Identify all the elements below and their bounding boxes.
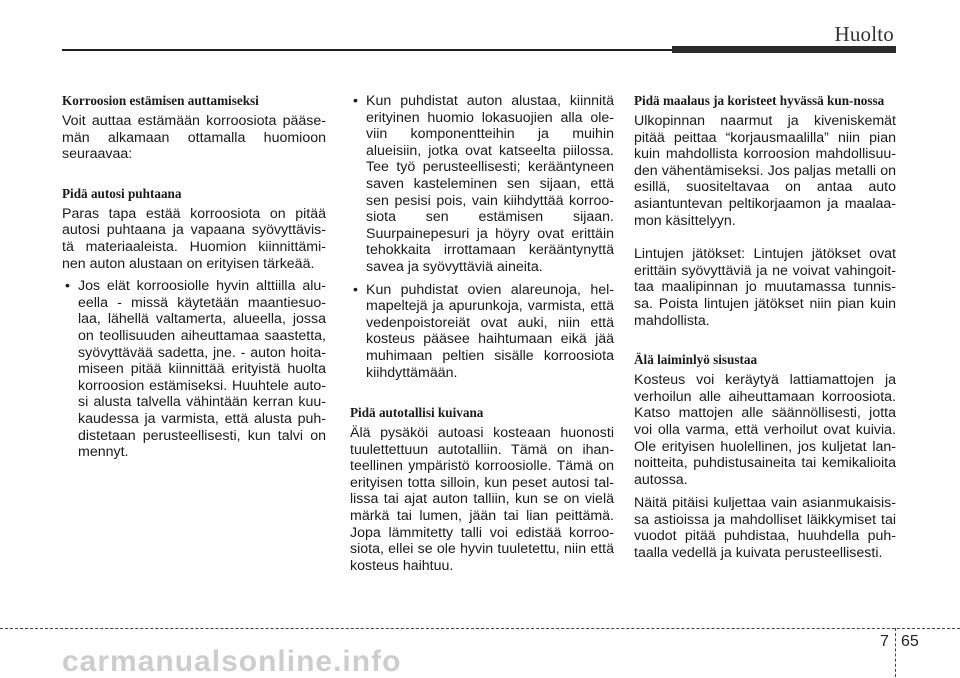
heading-interior: Älä laiminlyö sisustaa [634,352,758,368]
footer-rule [0,628,960,629]
bullet-item [350,93,614,276]
paragraph-garage: Älä pysäköi autoasi kosteaan huonosti tuulettettuun autotalliin. Tämä on ihan-teellinen ympäristö korroosiolle. Tämä on erityisen totta silloin, kun peset autosi tal-lissa tai ajat auton talliin, kun se on vielä märkä tai lumen, jään tai lian peittämä. Jopa lämmitetty talli voi edistää korroo-siota, ellei se ole hyvin tuuletettu, niin että kosteus haihtuu. [350,425,614,574]
bullet-item [350,282,614,382]
bullet-dot: • [353,93,358,109]
heading-paint-trim: Pidä maalaus ja koristeet hyvässä kun-nossa [634,93,885,108]
bullet-dot: • [353,281,358,298]
bullet-dot: • [65,278,70,295]
chapter-number: 7 [880,633,889,650]
page-number: 65 [901,633,919,650]
paragraph-paint: Ulkopinnan naarmut ja kiveniskemät pitää peittaa “korjausmaalilla” niin pian kuin mahdollista korroosion mahdollisuu-den vähentämiseksi. Jos paljas metalli on esillä, suositeltavaa on antaa auto asiantuntevan peltikorjaamon ja maalaa-mon käsittelyyn. [634,113,896,229]
column-3 [634,93,896,562]
heading-corrosion-prevention: Korroosion estämisen auttamiseksi [62,93,259,108]
heading-keep-car-clean: Pidä autosi puhtaana [62,185,182,201]
header-rule-accent [672,46,896,53]
bullet-item [62,278,326,461]
paragraph-transport: Näitä pitäisi kuljettaa vain asianmukaisis-sa astioissa ja mahdolliset läikkymiset tai vuodot pitää puhdistaa, huuhdella puh-taalla vedellä ja kuivata perusteellisesti. [634,495,896,562]
bullet-text: Kun puhdistat auton alustaa, kiinnitä erityinen huomio lokasuojien alla ole-viin komponentteihin ja muihin alueisiin, jotka ovat katseelta piilossa. Tee työ perusteellisesti; kerääntyneen saven kasteleminen sen sijaan, että sen pesisi pois, vain kiihdyttää korroo-siota sen estämisen sijaan. Suurpainepesuri ja höyry ovat erittäin tehokkaita irrottamaan kerääntynyttä savea ja syövyttäviä aineita. [366,93,614,275]
column-2 [350,93,614,574]
bullet-text: Jos elät korroosiolle hyvin alttiilla alu-eella - missä käytetään maantiesuo-laa, lähellä valtamerta, alueella, jossa on teollisuuden aiheuttamaa saastetta, syövyttävää sadetta, jne. - auton hoita-miseen pitää kiinnittää erityistä huolta korroosion estämiseksi. Huuhtele auto-si alusta talvella vähintään kerran kuu-kaudessa ja varmista, että alusta puh-distetaan perusteellisesti, kun talvi on mennyt. [78,278,326,461]
paragraph-keep-clean: Paras tapa estää korroosiota on pitää autosi puhtaana ja vapaana syövyttävis-tä materiaaleista. Huomion kiinnittämi-nen auton alustaan on erityisen tärkeää. [62,205,326,272]
header-rule [62,49,672,51]
bullet-text: Kun puhdistat ovien alareunoja, hel-mapeltejä ja apurunkoja, varmista, että vedenpoistoreiät ovat auki, niin että kosteus pääsee haihtumaan eikä jää muhimaan peltien sisälle korroosiota kiihdyttämään. [366,281,614,381]
column-1 [62,93,326,461]
paragraph-intro: Voit auttaa estämään korroosiota pääse-män alkamaan ottamalla huomioon seuraavaa: [62,113,326,163]
section-title: Huolto [834,22,894,46]
heading-keep-garage-dry: Pidä autotallisi kuivana [350,405,484,421]
watermark-text: carmanualsonline.info [62,645,402,678]
paragraph-interior-moisture: Kosteus voi keräytyä lattiamattojen ja verhoilun alle aiheuttamaan korroosiota. Katso mattojen alle säännöllisesti, jotta voi olla varma, että verhoilut ovat kuivia. Ole erityisen huolellinen, jos kuljetat lan-noitteita, puhdistusaineita tai kemikalioita autossa. [634,372,896,488]
paragraph-bird-droppings: Lintujen jätökset: Lintujen jätökset ovat erittäin syövyttäviä ja ne voivat vahingoit-taa maalipinnan jo muutamassa tunnis-sa. Poista lintujen jätökset niin pian kuin mahdollista. [634,246,896,329]
